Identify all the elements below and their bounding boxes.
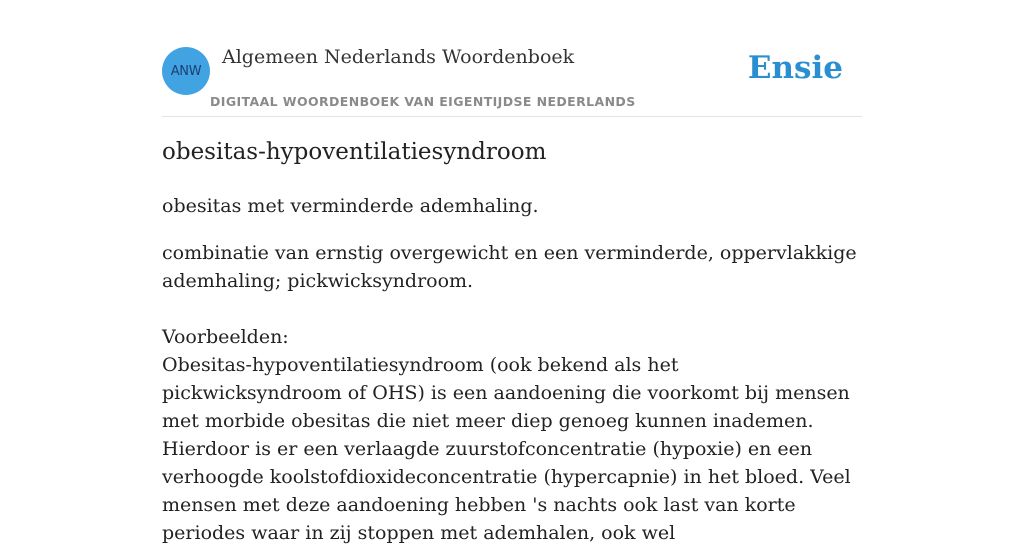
site-header — [162, 0, 862, 117]
anw-logo-text: ANW — [170, 63, 202, 79]
examples-section — [162, 323, 862, 547]
page — [162, 0, 862, 544]
example-text: Obesitas-hypoventilatiesyndroom (ook bekend als het pickwicksyndroom of OHS) is een aandoening die voorkomt bij mensen met morbide obesitas die niet meer diep genoeg kunnen inademen. Hierdoor is er een verlaagde zuurstofconcentratie (hypoxie) en een verhoogde koolstofdioxideconcentratie (hypercapnie) in het bloed. Veel mensen met deze aandoening hebben 's nachts ook last van korte periodes waar in zij stoppen met ademhalen, ook wel — [162, 354, 851, 544]
site-title[interactable]: Algemeen Nederlands Woordenboek — [222, 46, 575, 68]
examples-label: Voorbeelden: — [162, 326, 289, 348]
anw-logo[interactable] — [162, 47, 210, 95]
site-subtitle: DIGITAAL WOORDENBOEK VAN EIGENTIJDSE NEDERLANDS — [210, 94, 636, 109]
long-definition: combinatie van ernstig overgewicht en een verminderde, oppervlakkige ademhaling; pickwicksyndroom. — [162, 242, 857, 292]
page-title: obesitas-hypoventilatiesyndroom — [162, 139, 547, 165]
short-definition: obesitas met verminderde ademhaling. — [162, 195, 539, 217]
ensie-brand-logo[interactable]: Ensie — [747, 50, 843, 86]
